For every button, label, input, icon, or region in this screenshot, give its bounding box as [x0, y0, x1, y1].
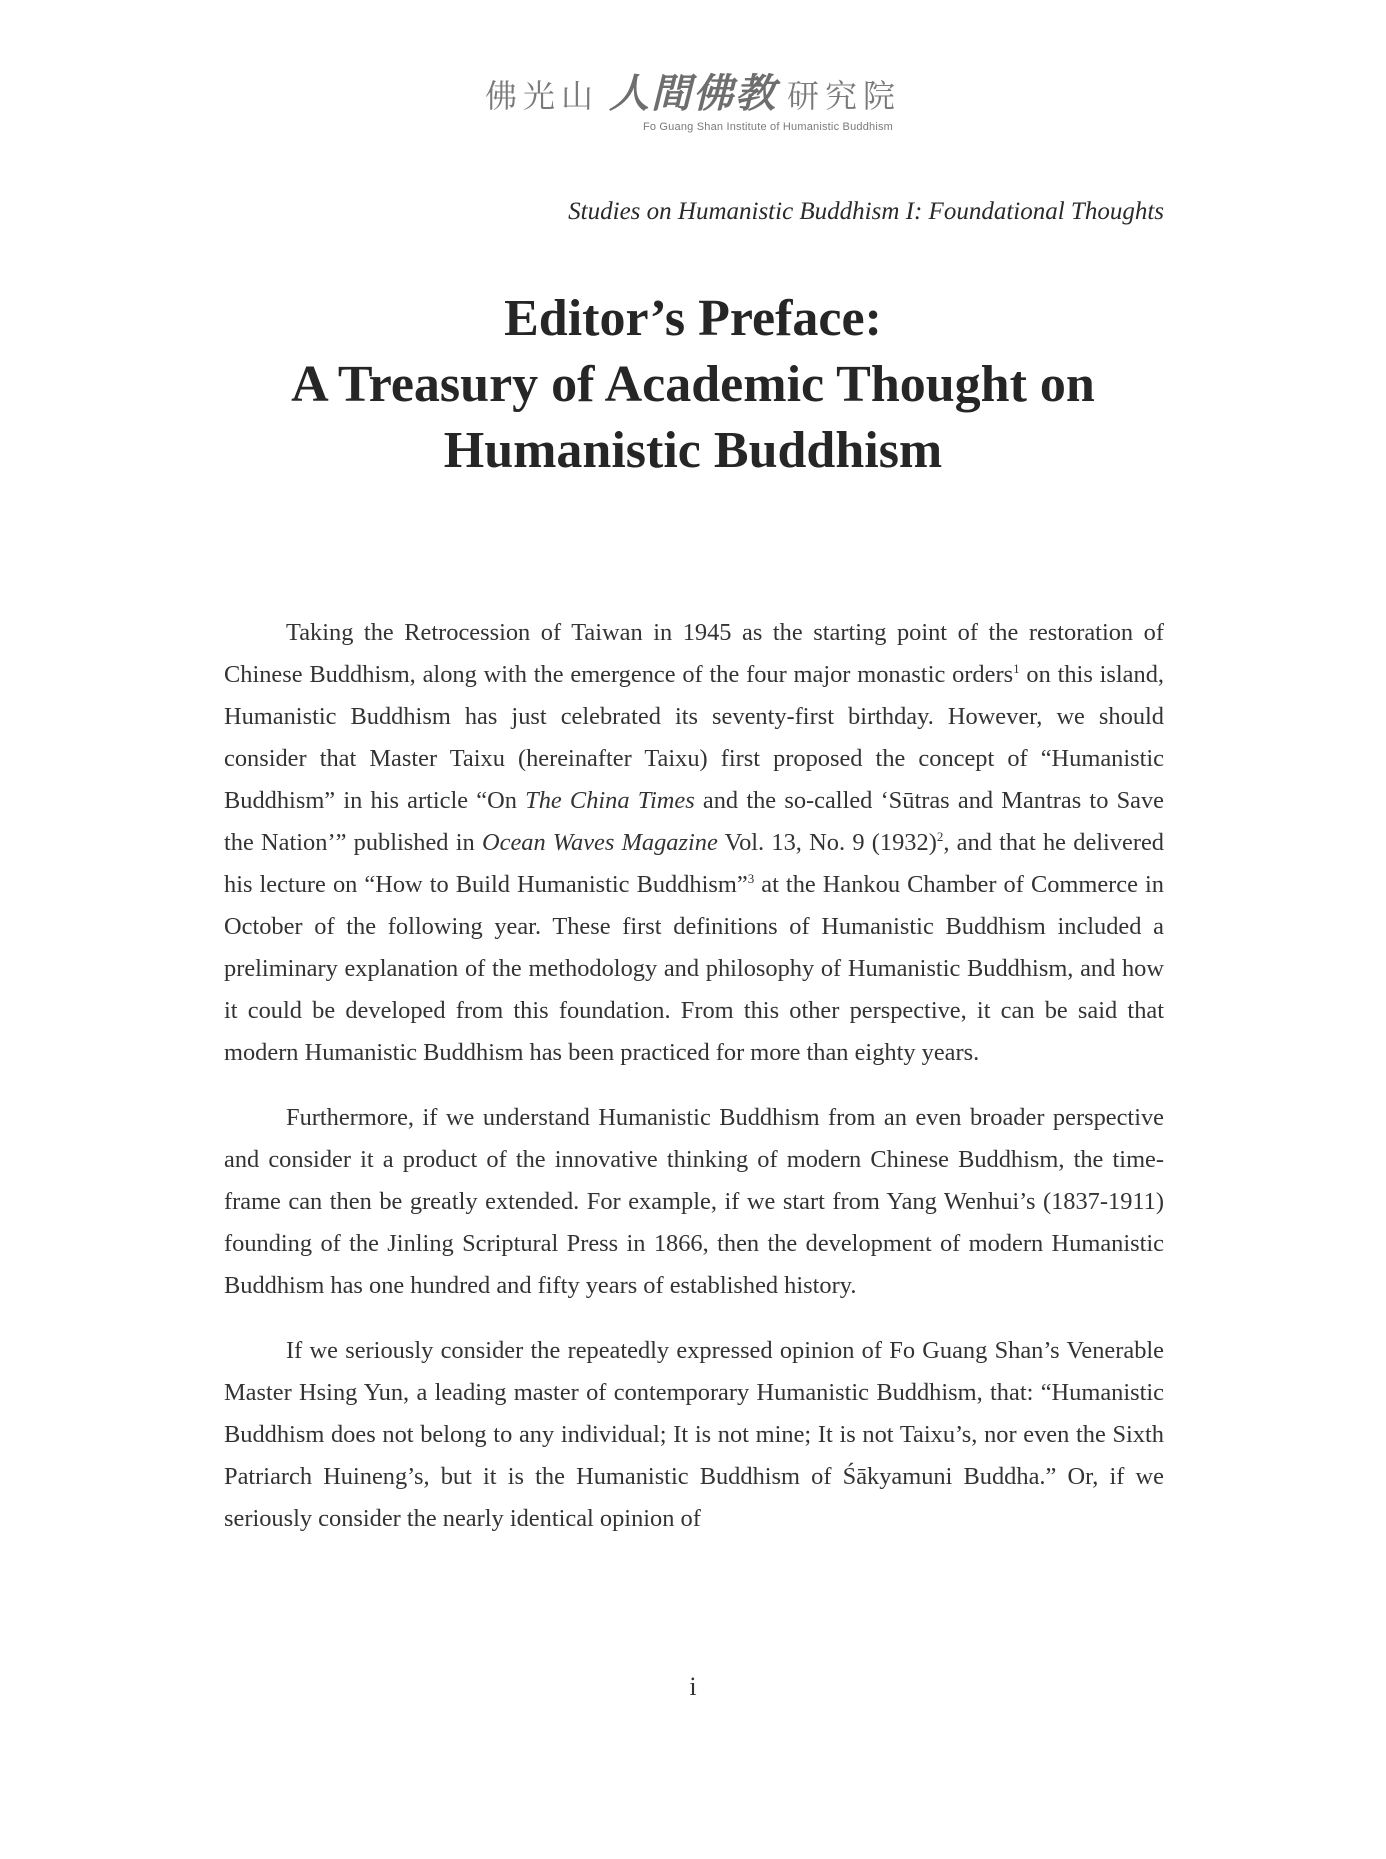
- italic-ocean-waves: Ocean Waves Magazine: [482, 829, 718, 856]
- body-text: [224, 612, 1164, 1563]
- footnote-ref-2: 2: [936, 829, 944, 844]
- logo-calligraphy: 人間佛教: [609, 70, 777, 117]
- logo-text-left: 佛光山: [484, 77, 599, 115]
- p1-text-4: Vol. 13, No. 9 (1932): [717, 829, 937, 856]
- paragraph-1: [224, 612, 1164, 1074]
- p1-text-5: , and that he delivered his lecture on “How to Build Humanistic Buddhism”: [224, 829, 1165, 898]
- title-line-2: A Treasury of Academic Thought on: [291, 356, 1095, 413]
- running-head: Studies on Humanistic Buddhism I: Foundational Thoughts: [568, 198, 1164, 225]
- footnote-ref-3: 3: [747, 871, 755, 886]
- title-line-3: Humanistic Buddhism: [443, 422, 943, 479]
- logo-chinese: [485, 62, 901, 119]
- p1-text-6: at the Hankou Chamber of Commerce in October of the following year. These first definitions of Humanistic Buddhism included a preliminary explanation of the methodology and philosophy of Humanistic Buddhism, and how it could be developed from this foundation. From this other perspective, it can be said that modern Humanistic Buddhism has been practiced for more than eighty years.: [224, 871, 1164, 1066]
- paragraph-3: If we seriously consider the repeatedly expressed opinion of Fo Guang Shan’s Venerable Master Hsing Yun, a leading master of contemporary Humanistic Buddhism, that: “Humanistic Buddhism does not belong to any individual; It is not mine; It is not Taixu’s, nor even the Sixth Patriarch Huineng’s, but it is the Humanistic Buddhism of Śākyamuni Buddha.” Or, if we seriously consider the nearly identical opinion of: [224, 1337, 1164, 1532]
- logo-english-name: Fo Guang Shan Institute of Humanistic Buddhism: [642, 121, 894, 133]
- page-title: [0, 286, 1386, 484]
- title-line-1: Editor’s Preface:: [504, 290, 882, 347]
- p1-text-2: on this island, Humanistic Buddhism has just celebrated its seventy-first birthday. However, we should consider that Master Taixu (hereinafter Taixu) first proposed the concept of “Humanistic Buddhism” in his article “On: [224, 661, 1164, 814]
- page-number: i: [689, 1672, 697, 1701]
- paragraph-2: Furthermore, if we understand Humanistic Buddhism from an even broader perspective and consider it a product of the innovative thinking of modern Chinese Buddhism, the time-frame can then be greatly extended. For example, if we start from Yang Wenhui’s (1837-1911) founding of the Jinling Scriptural Press in 1866, then the development of modern Humanistic Buddhism has one hundred and fifty years of established history.: [224, 1104, 1164, 1299]
- italic-china-times: The China Times: [525, 787, 695, 814]
- institute-logo: [0, 62, 1386, 133]
- p1-text-1: Taking the Retrocession of Taiwan in 1945 as the starting point of the restoration of Chinese Buddhism, along with the emergence of the four major monastic orders: [224, 619, 1164, 688]
- footnote-ref-1: 1: [1013, 661, 1020, 676]
- p1-text-3: and the so-called ‘Sūtras and Mantras to Save the Nation’” published in: [224, 787, 1164, 856]
- logo-text-right: 研究院: [787, 77, 902, 115]
